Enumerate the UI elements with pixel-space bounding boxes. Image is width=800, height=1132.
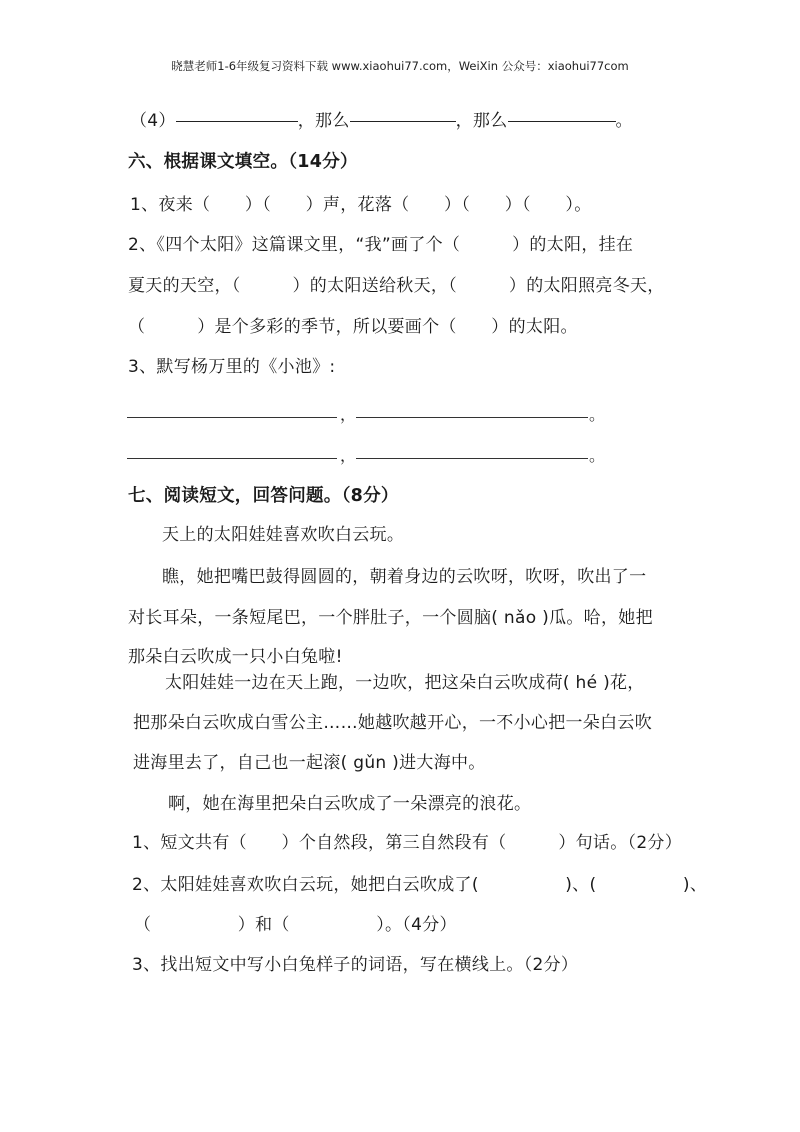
q4-fill-line	[130, 106, 633, 131]
poem-period-2: 。	[589, 446, 606, 465]
poem-line-2a[interactable]	[127, 458, 337, 459]
section7-q2-line1: 2、太阳娃娃喜欢吹白云玩，她把白云吹成了( )、( )、	[132, 875, 708, 895]
section7-q3: 3、找出短文中写小白兔样子的词语，写在横线上。（2分）	[132, 955, 579, 975]
poem-line-1b[interactable]	[356, 417, 588, 418]
section6-q2-line3: （ ）是个多彩的季节，所以要画个（ ）的太阳。	[128, 317, 578, 337]
section6-q2-line2: 夏天的天空，（ ）的太阳送给秋天，（ ）的太阳照亮冬天，	[128, 276, 665, 296]
q4-prefix: （4）	[130, 111, 176, 131]
blank-1[interactable]	[176, 120, 298, 122]
passage-p3-line3: 进海里去了，自己也一起滚( gǔn )进大海中。	[133, 753, 486, 773]
poem-period-1: 。	[589, 405, 606, 424]
q4-end: 。	[615, 111, 633, 131]
passage-p3-line1: 太阳娃娃一边在天上跑，一边吹，把这朵白云吹成荷( hé )花，	[165, 673, 645, 693]
section7-q1: 1、短文共有（ ）个自然段，第三自然段有（ ）句话。（2分）	[132, 833, 683, 853]
passage-p3-line2: 把那朵白云吹成白雪公主……她越吹越开心，一不小心把一朵白云吹	[133, 713, 652, 733]
poem-comma-1: ，	[340, 405, 357, 424]
page-header: 晓慧老师1-6年级复习资料下载 www.xiaohui77.com，WeiXin 公众号：xiaohui77com	[171, 59, 629, 73]
section6-q1: 1、夜来（ ）（ ）声，花落（ ）（ ）（ ）。	[130, 195, 592, 215]
passage-p2-line2: 对长耳朵，一条短尾巴，一个胖肚子，一个圆脑( nǎo )瓜。哈，她把	[128, 608, 653, 628]
passage-p1: 天上的太阳娃娃喜欢吹白云玩。	[162, 525, 405, 545]
section7-title: 七、阅读短文，回答问题。（8分）	[128, 486, 399, 506]
passage-p4: 啊，她在海里把朵白云吹成了一朵漂亮的浪花。	[168, 794, 532, 814]
blank-3[interactable]	[508, 120, 616, 122]
poem-comma-2: ，	[340, 446, 357, 465]
passage-p2-line3: 那朵白云吹成一只小白兔啦!	[128, 647, 343, 667]
poem-line-1a[interactable]	[127, 417, 337, 418]
section6-q3: 3、默写杨万里的《小池》:	[128, 357, 336, 377]
poem-line-2b[interactable]	[356, 458, 588, 459]
q4-mid1: ，那么	[297, 111, 350, 131]
q4-mid2: ，那么	[455, 111, 508, 131]
section6-q2-line1: 2、《四个太阳》这篇课文里，“我”画了个（ ）的太阳，挂在	[128, 235, 634, 255]
section7-q2-line2: （ ）和（ ）。（4分）	[134, 915, 457, 935]
passage-p2-line1: 瞧，她把嘴巴鼓得圆圆的，朝着身边的云吹呀，吹呀，吹出了一	[162, 567, 647, 587]
section6-title: 六、根据课文填空。（14分）	[128, 152, 358, 172]
blank-2[interactable]	[350, 120, 456, 122]
